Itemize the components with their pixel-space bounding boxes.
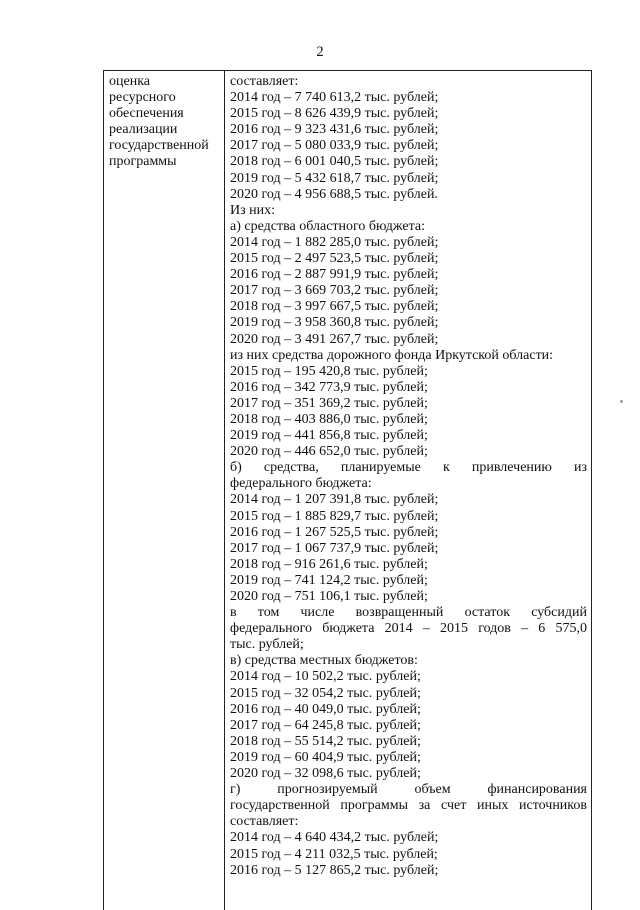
program-passport-table xyxy=(103,70,592,910)
funding-line: 2015 год – 2 497 523,5 тыс. рублей; xyxy=(230,251,439,267)
funding-line: 2017 год – 1 067 737,9 тыс. рублей; xyxy=(230,540,439,556)
row-label-line: реализации xyxy=(109,122,178,138)
funding-line: 2019 год – 441 856,8 тыс. рублей; xyxy=(230,428,428,444)
row-label-line: ресурсного xyxy=(109,90,176,106)
funding-line: 2016 год – 9 323 431,6 тыс. рублей; xyxy=(230,122,439,138)
funding-line: Из них: xyxy=(230,202,276,218)
funding-line: 2014 год – 7 740 613,2 тыс. рублей; xyxy=(230,90,439,106)
funding-line: 2020 год – 3 491 267,7 тыс. рублей; xyxy=(230,331,439,347)
funding-line: 2015 год – 32 054,2 тыс. рублей; xyxy=(230,685,421,701)
funding-line: составляет: xyxy=(230,814,299,830)
funding-line: 2015 год – 4 211 032,5 тыс. рублей; xyxy=(230,846,438,862)
funding-line: 2016 год – 1 267 525,5 тыс. рублей; xyxy=(230,524,439,540)
funding-line: 2018 год – 6 001 040,5 тыс. рублей; xyxy=(230,154,439,170)
row-label-cell xyxy=(109,74,221,171)
funding-line: тыс. рублей; xyxy=(230,637,304,653)
funding-line: 2016 год – 342 773,9 тыс. рублей; xyxy=(230,379,428,395)
funding-line: а) средства областного бюджета: xyxy=(230,218,425,234)
row-label-line: оценка xyxy=(109,74,151,89)
scan-speck xyxy=(620,400,623,403)
funding-line: 2015 год – 1 885 829,7 тыс. рублей; xyxy=(230,508,439,524)
funding-line: 2019 год – 741 124,2 тыс. рублей; xyxy=(230,572,428,588)
funding-line: 2019 год – 3 958 360,8 тыс. рублей; xyxy=(230,315,439,331)
funding-line: 2014 год – 1 207 391,8 тыс. рублей; xyxy=(230,492,439,508)
funding-line: 2016 год – 40 049,0 тыс. рублей; xyxy=(230,701,421,717)
funding-line: 2020 год – 32 098,6 тыс. рублей; xyxy=(230,766,421,782)
funding-line: составляет: xyxy=(230,74,299,89)
funding-line: федерального бюджета 2014 – 2015 годов – 6 575,0 xyxy=(230,621,587,637)
funding-line: в) средства местных бюджетов: xyxy=(230,653,418,669)
funding-line: из них средства дорожного фонда Иркутской области: xyxy=(230,347,554,363)
funding-line: 2020 год – 751 106,1 тыс. рублей; xyxy=(230,589,428,604)
funding-line: 2016 год – 2 887 991,9 тыс. рублей; xyxy=(230,267,439,283)
funding-line: 2017 год – 3 669 703,2 тыс. рублей; xyxy=(230,283,439,299)
row-label-line: обеспечения xyxy=(109,106,184,122)
funding-line: 2019 год – 60 404,9 тыс. рублей; xyxy=(230,749,421,765)
column-divider xyxy=(224,71,225,910)
funding-line: 2014 год – 10 502,2 тыс. рублей; xyxy=(230,669,421,685)
funding-line: 2014 год – 1 882 285,0 тыс. рублей; xyxy=(230,234,439,250)
funding-line: г) прогнозируемый объем финансирования xyxy=(230,782,587,798)
funding-line: 2017 год – 351 369,2 тыс. рублей; xyxy=(230,395,428,411)
funding-line: б) средства, планируемые к привлечению из xyxy=(230,460,587,476)
funding-line: 2017 год – 5 080 033,9 тыс. рублей; xyxy=(230,138,439,154)
funding-line: 2015 год – 8 626 439,9 тыс. рублей; xyxy=(230,106,439,122)
funding-line: в том числе возвращенный остаток субсидий xyxy=(230,605,587,621)
funding-line: государственной программы за счет иных источников xyxy=(230,798,587,814)
row-value-cell xyxy=(230,74,587,879)
funding-line: 2018 год – 403 886,0 тыс. рублей; xyxy=(230,411,428,427)
funding-line: 2016 год – 5 127 865,2 тыс. рублей; xyxy=(230,862,439,878)
funding-line: федерального бюджета: xyxy=(230,476,372,492)
funding-line: 2017 год – 64 245,8 тыс. рублей; xyxy=(230,717,421,733)
funding-line: 2015 год – 195 420,8 тыс. рублей; xyxy=(230,363,428,379)
row-label-line: государственной xyxy=(109,138,209,154)
funding-line: 2018 год – 916 261,6 тыс. рублей; xyxy=(230,556,428,572)
funding-line: 2020 год – 4 956 688,5 тыс. рублей. xyxy=(230,186,438,202)
funding-line: 2014 год – 4 640 434,2 тыс. рублей; xyxy=(230,830,439,846)
funding-line: 2018 год – 3 997 667,5 тыс. рублей; xyxy=(230,299,439,315)
row-label-line: программы xyxy=(109,154,177,170)
funding-line: 2018 год – 55 514,2 тыс. рублей; xyxy=(230,733,421,749)
funding-line: 2020 год – 446 652,0 тыс. рублей; xyxy=(230,444,428,460)
page-number: 2 xyxy=(316,44,324,60)
funding-line: 2019 год – 5 432 618,7 тыс. рублей; xyxy=(230,170,439,186)
